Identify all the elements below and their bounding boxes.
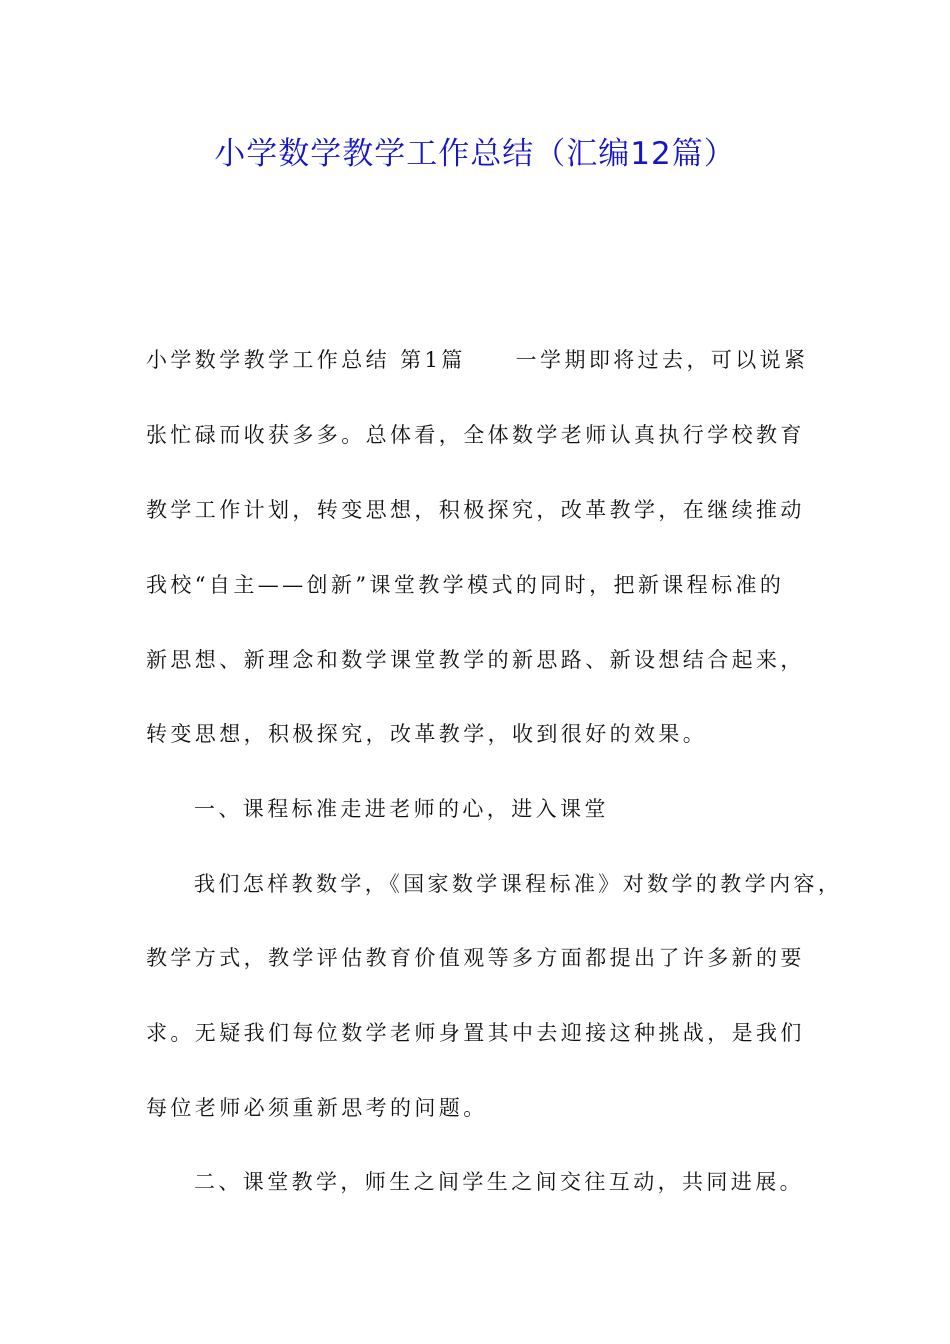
paragraph-line-4: 我校“自主——创新”课堂教学模式的同时，把新课程标准的 (146, 573, 785, 597)
section-heading-2: 二、课堂教学，师生之间学生之间交往互动，共同进展。 (194, 1170, 804, 1194)
paragraph-line-5: 新思想、新理念和数学课堂教学的新思路、新设想结合起来， (146, 648, 805, 672)
paragraph-line-2: 张忙碌而收获多多。总体看，全体数学老师认真执行学校教育 (146, 423, 805, 447)
paragraph-line-3: 教学工作计划，转变思想，积极探究，改革教学，在继续推动 (146, 498, 805, 522)
page-title: 小学数学教学工作总结（汇编12篇） (214, 136, 736, 172)
paragraph-line-10: 每位老师必须重新思考的问题。 (146, 1096, 488, 1120)
section-heading: 小学数学教学工作总结 第1篇 (146, 348, 466, 372)
section-heading-1: 一、课程标准走进老师的心，进入课堂 (194, 797, 609, 821)
paragraph-line-1 (146, 346, 808, 374)
paragraph-line-9: 求。无疑我们每位数学老师身置其中去迎接这种挑战，是我们 (146, 1021, 805, 1045)
paragraph-line-7: 我们怎样教数学，《国家数学课程标准》对数学的教学内容， (194, 872, 843, 896)
paragraph-line-6: 转变思想，积极探究，改革教学，收到很好的效果。 (146, 722, 708, 746)
paragraph-text: 一学期即将过去，可以说紧 (515, 348, 809, 372)
paragraph-line-8: 教学方式，教学评估教育价值观等多方面都提出了许多新的要 (146, 946, 805, 970)
